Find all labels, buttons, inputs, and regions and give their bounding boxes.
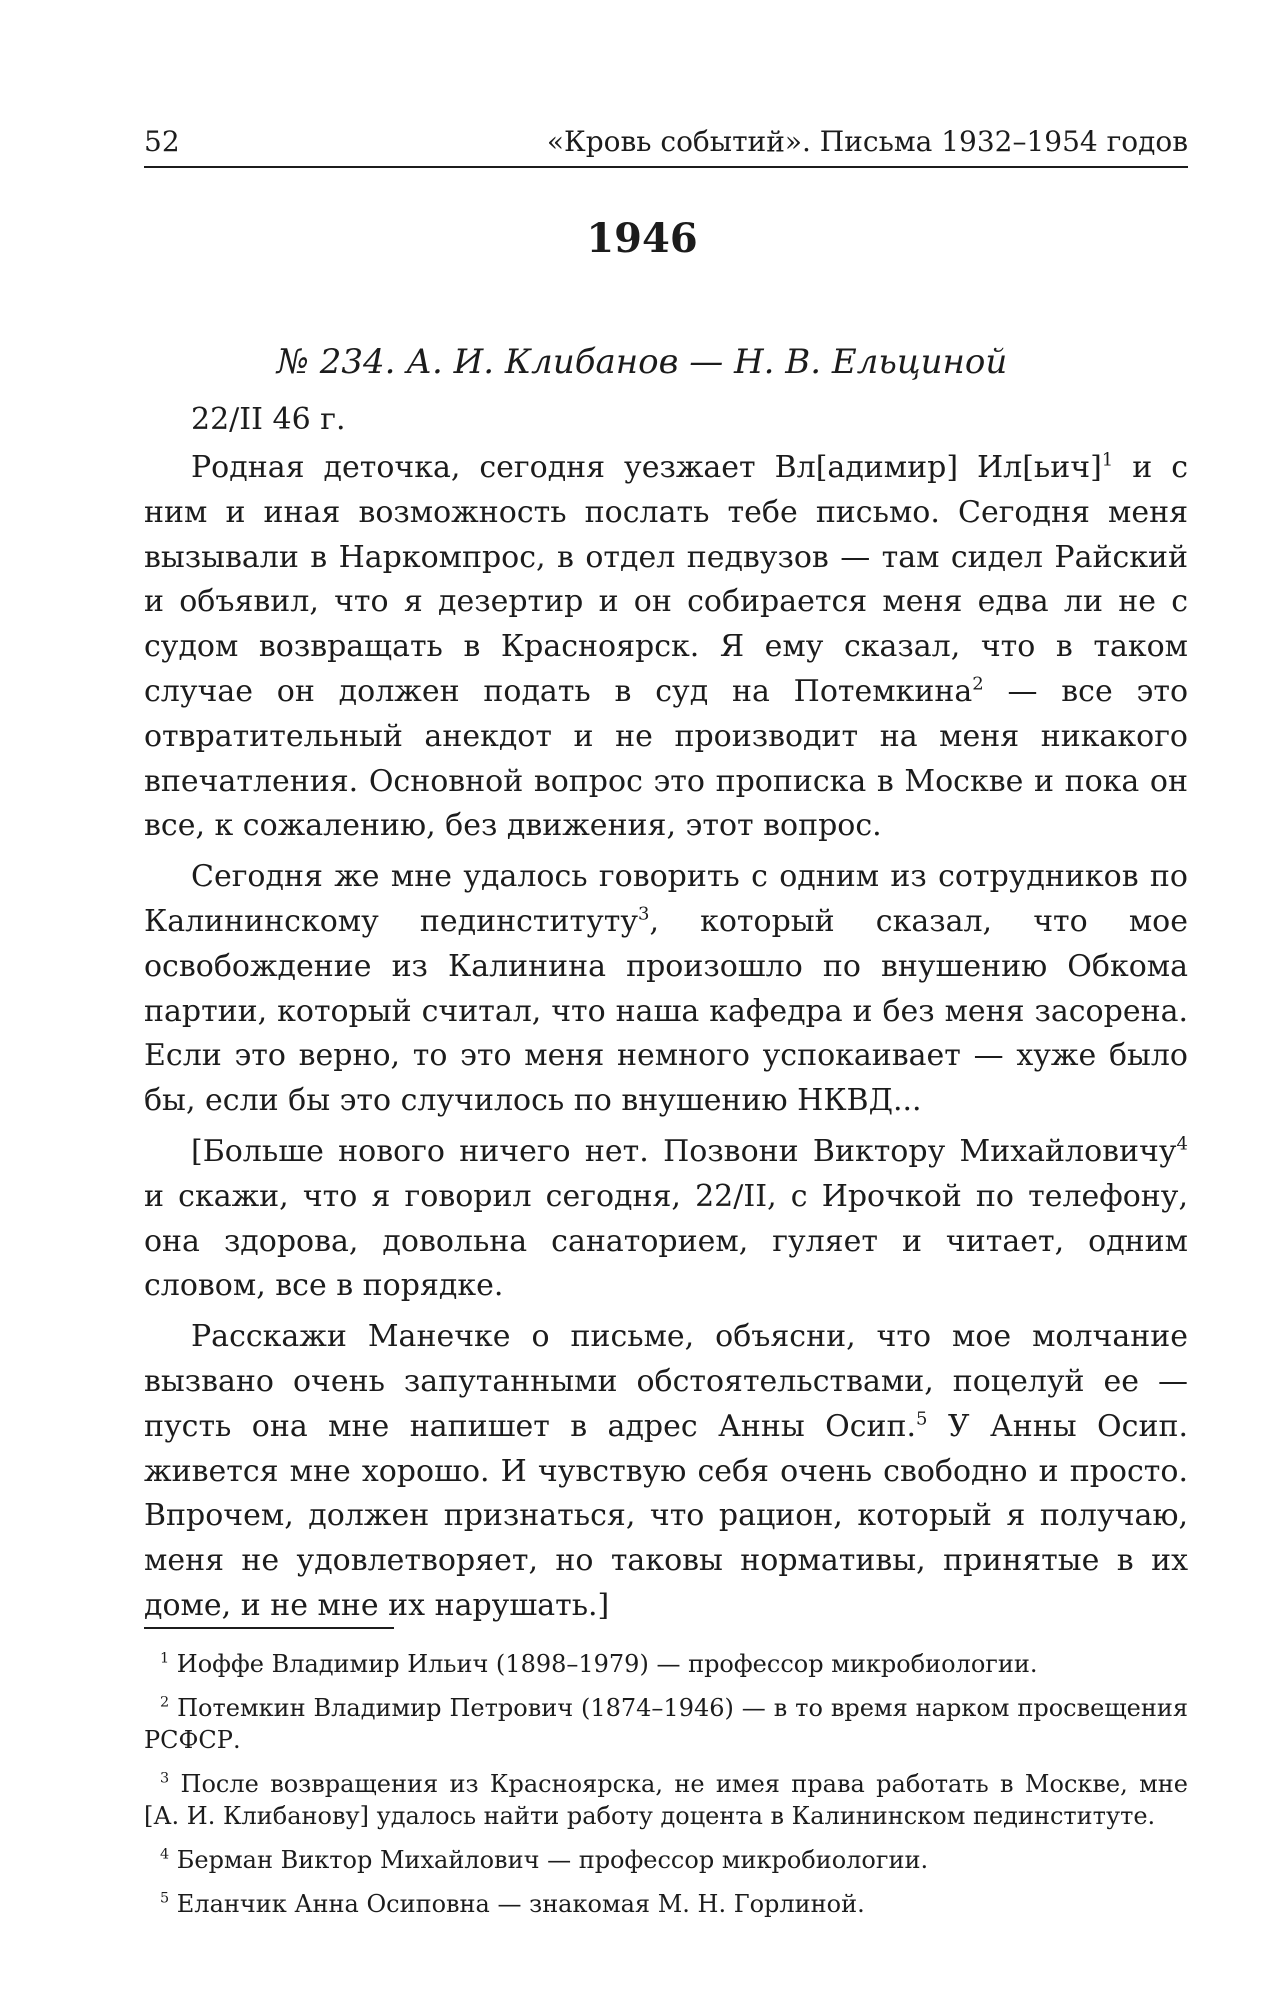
paragraph-3	[144, 1130, 1188, 1309]
paragraph-4-text-a: Расскажи Манечке о письме, объясни, что мое молчание вызвано очень запутанными обстоятельствами, поцелуй ее — пусть она мне напишет в адрес Анны Осип.	[144, 1319, 1188, 1444]
section-year-heading: 1946	[586, 215, 698, 262]
footnote-5	[144, 1888, 1188, 1920]
footnote-ref-3: 3	[637, 903, 650, 925]
footnote-3	[144, 1768, 1188, 1832]
paragraph-1-text-c: — все это отвратительный анекдот и не производит на меня никакого впечатления. Основной вопрос это прописка в Москве и пока он все, к сожалению, без движения, этот вопрос.	[144, 673, 1189, 844]
letter-title: № 234. А. И. Клибанов — Н. В. Ельциной	[276, 342, 1008, 382]
paragraph-4-text-b: У Анны Осип. живется мне хорошо. И чувствую себя очень свободно и просто. Впрочем, должен признаться, что рацион, который я получаю, меня не удовлетворяет, но таковы нормативы, принятые в их доме, и не мне их нарушать.]	[144, 1408, 1188, 1623]
footnote-1	[144, 1648, 1188, 1680]
running-header	[144, 124, 1188, 168]
paragraph-2-text-a: Сегодня же мне удалось говорить с одним из сотрудников по Калининскому пединституту	[144, 859, 1188, 939]
footnote-text: После возвращения из Красноярска, не имея права работать в Москве, мне [А. И. Клибанову] удалось найти работу доцента в Калининском пединституте.	[144, 1770, 1188, 1830]
paragraph-1-text-a: Родная деточка, сегодня уезжает Вл[адимир] Ил[ьич]	[191, 450, 1102, 485]
footnote-text: Берман Виктор Михайлович — профессор микробиологии.	[176, 1846, 929, 1874]
footnote-ref-5: 5	[916, 1408, 928, 1430]
footnote-number: 2	[160, 1694, 170, 1711]
footnote-text: Еланчик Анна Осиповна — знакомая М. Н. Горлиной.	[176, 1890, 865, 1918]
footnotes	[144, 1648, 1188, 1932]
paragraph-2-text-b: , который сказал, что мое освобождение из Калинина произошло по внушению Обкома партии, который считал, что наша кафедра и без меня засорена. Если это верно, то это меня немного успокаивает — хуже было бы, если бы это случилось по внушению НКВД...	[144, 903, 1188, 1119]
paragraph-3-text-b: и скажи, что я говорил сегодня, 22/II, с Ирочкой по телефону, она здорова, довольна санаторием, гуляет и читает, одним словом, все в порядке.	[144, 1178, 1188, 1304]
footnote-number: 3	[160, 1770, 170, 1787]
paragraph-3-text-a: [Больше нового ничего нет. Позвони Виктору Михайловичу	[191, 1133, 1177, 1169]
footnote-separator	[144, 1627, 394, 1629]
paragraph-1	[144, 446, 1188, 849]
paragraph-2	[144, 855, 1188, 1124]
footnote-4	[144, 1844, 1188, 1876]
footnote-ref-4: 4	[1176, 1133, 1188, 1155]
letter-date: 22/II 46 г.	[191, 402, 346, 437]
footnote-number: 1	[160, 1650, 170, 1667]
footnote-number: 4	[160, 1846, 170, 1863]
footnote-2	[144, 1692, 1188, 1756]
letter-body	[144, 446, 1188, 1629]
footnote-ref-2: 2	[972, 673, 984, 695]
footnote-number: 5	[160, 1890, 170, 1907]
running-title: «Кровь событий». Письма 1932–1954 годов	[546, 125, 1188, 158]
paragraph-1-text-b: и с ним и иная возможность послать тебе письмо. Сегодня меня вызывали в Наркомпрос, в отдел педвузов — там сидел Райский и объявил, что я дезертир и он собирается меня едва ли не с судом возвращать в Красноярск. Я ему сказал, что в таком случае он должен подать в суд на Потемкина	[144, 450, 1188, 709]
paragraph-4	[144, 1315, 1188, 1629]
footnote-text: Иоффе Владимир Ильич (1898–1979) — профессор микробиологии.	[176, 1650, 1038, 1678]
page-number: 52	[144, 125, 180, 158]
footnote-text: Потемкин Владимир Петрович (1874–1946) — в то время нарком просвещения РСФСР.	[144, 1694, 1188, 1754]
footnote-ref-1: 1	[1101, 449, 1114, 471]
